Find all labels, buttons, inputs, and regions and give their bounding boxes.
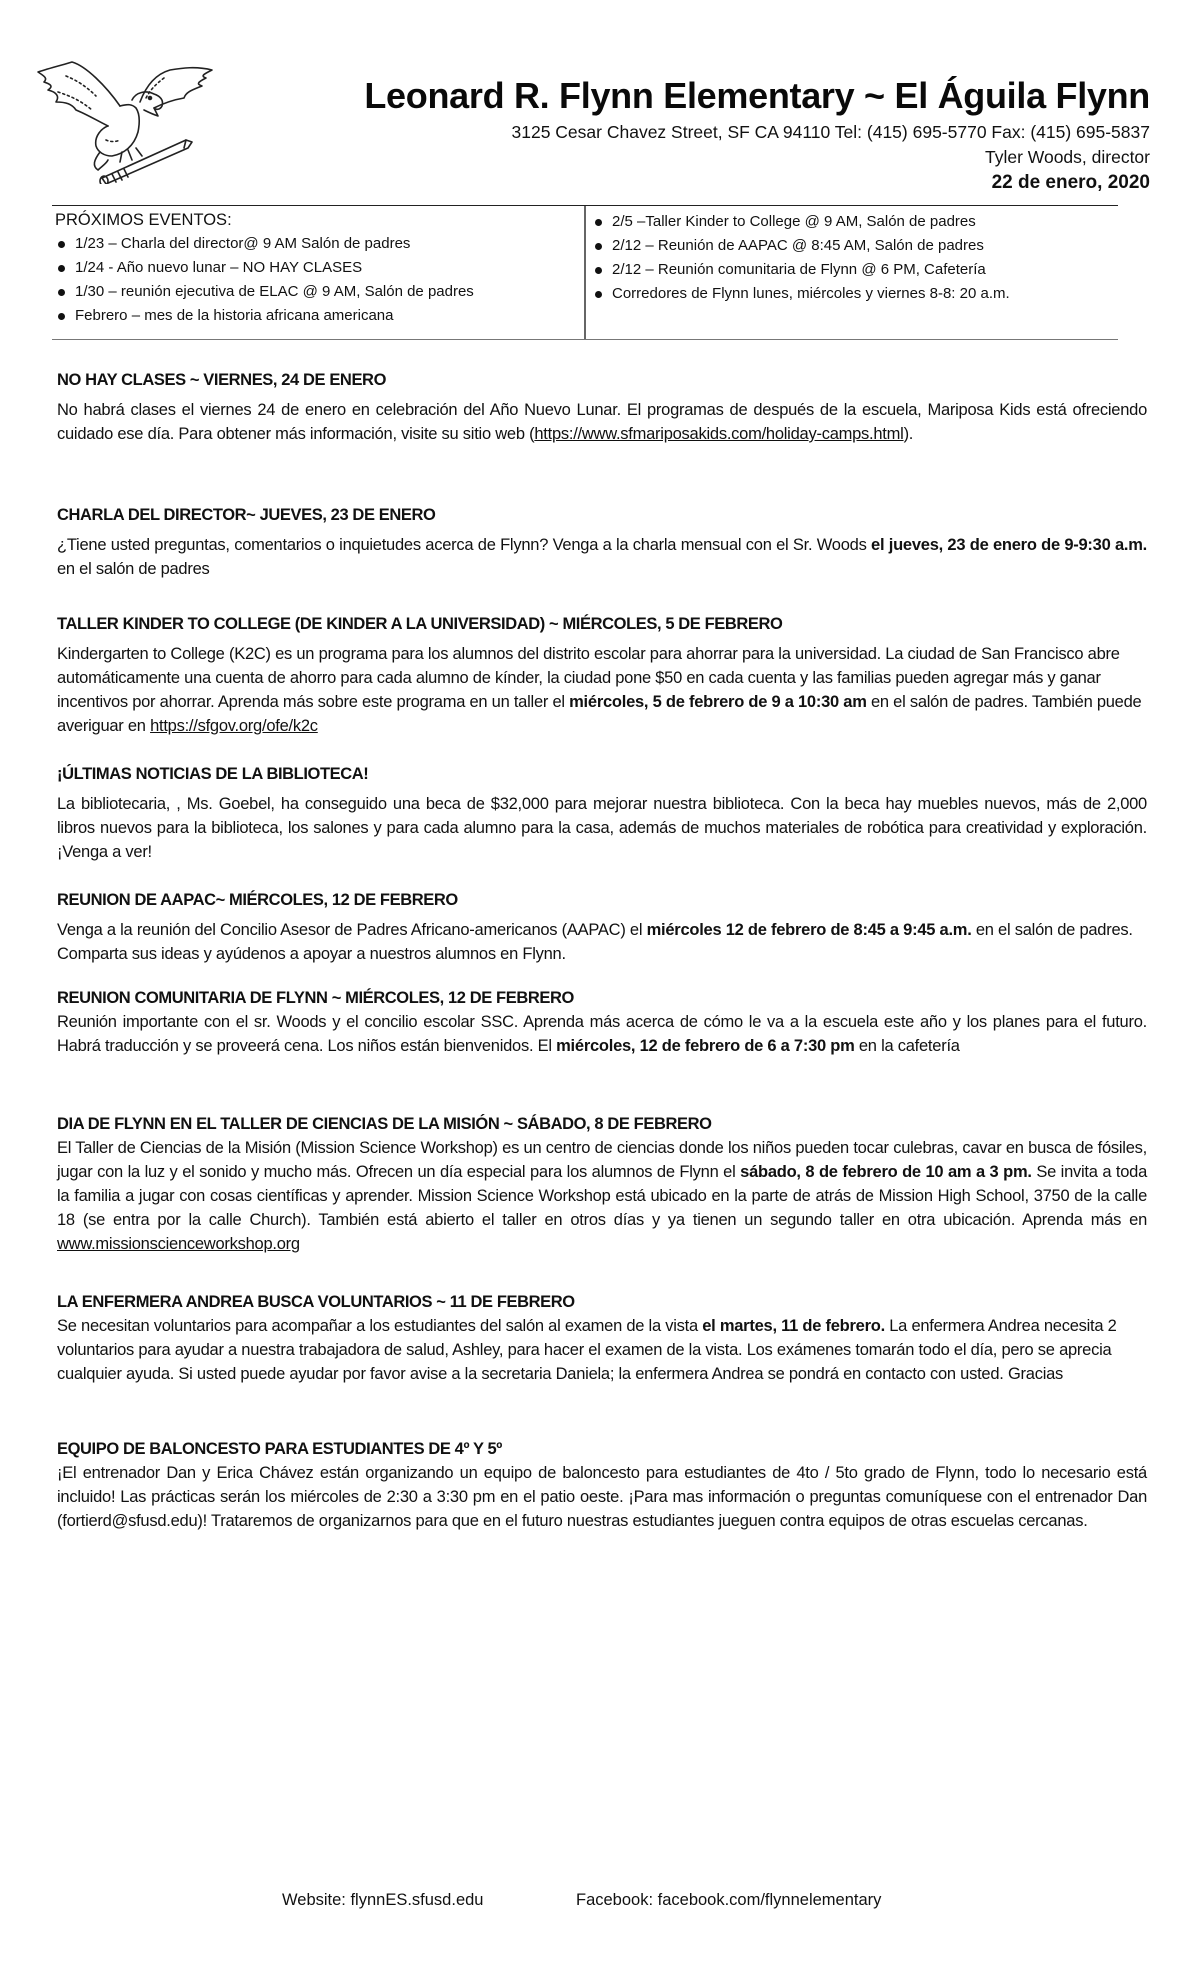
bullet-icon bbox=[58, 241, 65, 248]
bullet-icon bbox=[58, 265, 65, 272]
body-text: El Taller de Ciencias de la Misión (Mission Science Workshop) es un centro de ciencias donde los niños pueden tocar culebras, cavar en busca de fósiles, jugar con la luz y el sonido y mucho más. Ofrecen un día especial para los alumnos de Flynn el bbox=[57, 1139, 1147, 1181]
section-title: LA ENFERMERA ANDREA BUSCA VOLUNTARIOS ~ 11 DE FEBRERO bbox=[57, 1293, 575, 1311]
section-body bbox=[57, 1010, 1147, 1058]
body-text: No habrá clases el viernes 24 de enero en celebración del Año Nuevo Lunar. El programas de después de la escuela, Mariposa Kids está ofreciendo cuidado ese día. Para obtener más información, visite su sitio web ( bbox=[57, 401, 1147, 443]
footer-website: Website: flynnES.sfusd.edu bbox=[282, 1891, 484, 1909]
body-text: en la cafetería bbox=[854, 1037, 960, 1055]
bullet-icon bbox=[595, 219, 602, 226]
section-title: NO HAY CLASES ~ VIERNES, 24 DE ENERO bbox=[57, 371, 386, 389]
event-text: 2/12 – Reunión de AAPAC @ 8:45 AM, Salón de padres bbox=[612, 237, 984, 254]
bullet-icon bbox=[595, 243, 602, 250]
event-item bbox=[55, 256, 584, 280]
body-text: ¿Tiene usted preguntas, comentarios o inquietudes acerca de Flynn? Venga a la charla mensual con el Sr. Woods bbox=[57, 536, 872, 554]
section-body bbox=[57, 642, 1147, 738]
section-director-chat bbox=[57, 503, 1147, 581]
school-address: 3125 Cesar Chavez Street, SF CA 94110 Tel: (415) 695-5770 Fax: (415) 695-5837 bbox=[511, 122, 1150, 142]
body-bold: miércoles, 12 de febrero de 6 a 7:30 pm bbox=[556, 1037, 855, 1055]
mission-science-link[interactable]: www.missionscienceworkshop.org bbox=[57, 1235, 300, 1253]
section-basketball bbox=[57, 1437, 1147, 1533]
section-community-meeting bbox=[57, 986, 1147, 1058]
event-text: Febrero – mes de la historia africana americana bbox=[75, 307, 394, 324]
section-nurse-volunteers bbox=[57, 1290, 1147, 1386]
section-body bbox=[57, 918, 1147, 966]
event-item bbox=[55, 304, 584, 328]
bullet-icon bbox=[58, 313, 65, 320]
body-text: Kindergarten to College (K2C) es un programa para los alumnos del distrito escolar para ahorrar para la universidad. La ciudad de San Francisco abre automáticamente una cuenta de ahorro para cada alumno de kínder, la ciudad pone $50 en cada cuenta y las familias pueden agregar más y ganar incentivos por ahorrar. Aprenda más sobre este programa en un taller el bbox=[57, 645, 1120, 711]
body-text: Reunión importante con el sr. Woods y el concilio escolar SSC. Aprenda más acerca de cómo le va a la escuela este año y los planes para el futuro. Habrá traducción y se proveerá cena. Los niños están bienvenidos. El bbox=[57, 1013, 1147, 1055]
event-text: 1/23 – Charla del director@ 9 AM Salón de padres bbox=[75, 235, 411, 252]
event-item bbox=[592, 210, 1118, 234]
bullet-icon bbox=[58, 289, 65, 296]
mariposa-kids-link[interactable]: https://www.sfmariposakids.com/holiday-camps.html bbox=[534, 425, 904, 443]
section-title: ¡ÚLTIMAS NOTICIAS DE LA BIBLIOTECA! bbox=[57, 765, 369, 783]
event-item bbox=[55, 280, 584, 304]
event-text: 1/24 - Año nuevo lunar – NO HAY CLASES bbox=[75, 259, 363, 276]
bullet-icon bbox=[595, 267, 602, 274]
school-director: Tyler Woods, director bbox=[984, 147, 1150, 167]
section-title: DIA DE FLYNN EN EL TALLER DE CIENCIAS DE LA MISIÓN ~ SÁBADO, 8 DE FEBRERO bbox=[57, 1115, 712, 1133]
section-body: ¡El entrenador Dan y Erica Chávez están organizando un equipo de baloncesto para estudiantes de 4to / 5to grado de Flynn, todo lo necesario está incluido! Las prácticas serán los miércoles de 2:30 a 3:30 pm en el patio oeste. ¡Para mas información o preguntas comuníquese con el entrenador Dan (fortierd@sfusd.edu)! Trataremos de organizarnos para que en el futuro nuestras estudiantes jueguen contra equipos de otras escuelas cercanas. bbox=[57, 1464, 1147, 1530]
bullet-icon bbox=[595, 291, 602, 298]
section-aapac bbox=[57, 888, 1147, 966]
footer-facebook: Facebook: facebook.com/flynnelementary bbox=[576, 1891, 882, 1909]
section-title: EQUIPO DE BALONCESTO PARA ESTUDIANTES DE 4º Y 5º bbox=[57, 1440, 502, 1458]
section-library bbox=[57, 762, 1147, 864]
section-body bbox=[57, 1136, 1147, 1256]
section-science-workshop bbox=[57, 1112, 1147, 1256]
eagle-on-pencil-icon bbox=[36, 56, 218, 184]
event-text: 2/12 – Reunión comunitaria de Flynn @ 6 PM, Cafetería bbox=[612, 261, 986, 278]
school-logo bbox=[36, 56, 218, 184]
event-text: 1/30 – reunión ejecutiva de ELAC @ 9 AM, Salón de padres bbox=[75, 283, 474, 300]
section-no-classes bbox=[57, 368, 1147, 446]
upcoming-events-box bbox=[52, 205, 1118, 340]
body-bold: el jueves, 23 de enero de 9-9:30 a.m. bbox=[871, 536, 1148, 554]
event-item bbox=[592, 234, 1118, 258]
event-text: Corredores de Flynn lunes, miércoles y viernes 8-8: 20 a.m. bbox=[612, 285, 1010, 302]
event-item bbox=[592, 258, 1118, 282]
body-text: en el salón de padres. Comparta sus ideas y ayúdenos a apoyar a nuestros alumnos en Flynn. bbox=[57, 921, 1133, 963]
events-column-right bbox=[586, 206, 1118, 339]
body-bold: miércoles 12 de febrero de 8:45 a 9:45 a.m. bbox=[646, 921, 972, 939]
body-bold: el martes, 11 de febrero. bbox=[702, 1317, 885, 1335]
body-text: Se invita a toda la familia a jugar con cosas científicas y aprender. Mission Science Workshop está ubicado en la parte de atrás de Mission High School, 3750 de la calle 18 (se entra por la calle Church). También está abierto el taller en otros días y ya tienen un segundo taller en otra ubicación. Aprenda más en bbox=[57, 1163, 1148, 1229]
k2c-link[interactable]: https://sfgov.org/ofe/k2c bbox=[150, 717, 318, 735]
school-name: Leonard R. Flynn Elementary ~ El Águila Flynn bbox=[364, 75, 1150, 116]
body-text: La enfermera Andrea necesita 2 voluntarios para ayudar a nuestra trabajadora de salud, Ashley, para hacer el examen de la vista. Los exámenes tomarán todo el día, pero se aprecia cualquier ayuda. Si usted puede ayudar por favor avise a la secretaria Daniela; la enfermera Andrea se pondrá en contacto con usted. Gracias bbox=[57, 1317, 1117, 1383]
body-text: en el salón de padres. También puede averiguar en bbox=[57, 693, 1142, 735]
event-item bbox=[55, 232, 584, 256]
body-text: Venga a la reunión del Concilio Asesor de Padres Africano-americanos (AAPAC) el bbox=[57, 921, 647, 939]
event-item bbox=[592, 282, 1118, 306]
events-heading: PRÓXIMOS EVENTOS: bbox=[55, 211, 232, 229]
body-text: ). bbox=[903, 425, 914, 443]
body-text: Se necesitan voluntarios para acompañar a los estudiantes del salón al examen de la vista bbox=[57, 1317, 703, 1335]
section-title: CHARLA DEL DIRECTOR~ JUEVES, 23 DE ENERO bbox=[57, 506, 436, 524]
section-title: TALLER KINDER TO COLLEGE (DE KINDER A LA UNIVERSIDAD) ~ MIÉRCOLES, 5 DE FEBRERO bbox=[57, 615, 783, 633]
section-title: REUNION COMUNITARIA DE FLYNN ~ MIÉRCOLES, 12 DE FEBRERO bbox=[57, 989, 574, 1007]
event-text: 2/5 –Taller Kinder to College @ 9 AM, Salón de padres bbox=[612, 213, 976, 230]
body-text: en el salón de padres bbox=[57, 560, 210, 578]
section-body bbox=[57, 1314, 1147, 1386]
section-body bbox=[57, 398, 1147, 446]
section-body bbox=[57, 533, 1147, 581]
newsletter-date: 22 de enero, 2020 bbox=[991, 172, 1150, 193]
events-column-left bbox=[52, 206, 586, 339]
section-body: La bibliotecaria, , Ms. Goebel, ha conseguido una beca de $32,000 para mejorar nuestra biblioteca. Con la beca hay muebles nuevos, más de 2,000 libros nuevos para la biblioteca, los salones y para cada alumno para la casa, además de muchos materiales de robótica para creatividad y exploración. ¡Venga a ver! bbox=[57, 795, 1147, 861]
section-title: REUNION DE AAPAC~ MIÉRCOLES, 12 DE FEBRERO bbox=[57, 891, 458, 909]
body-bold: miércoles, 5 de febrero de 9 a 10:30 am bbox=[569, 693, 867, 711]
section-k2c bbox=[57, 612, 1147, 738]
body-bold: sábado, 8 de febrero de 10 am a 3 pm. bbox=[740, 1163, 1032, 1181]
